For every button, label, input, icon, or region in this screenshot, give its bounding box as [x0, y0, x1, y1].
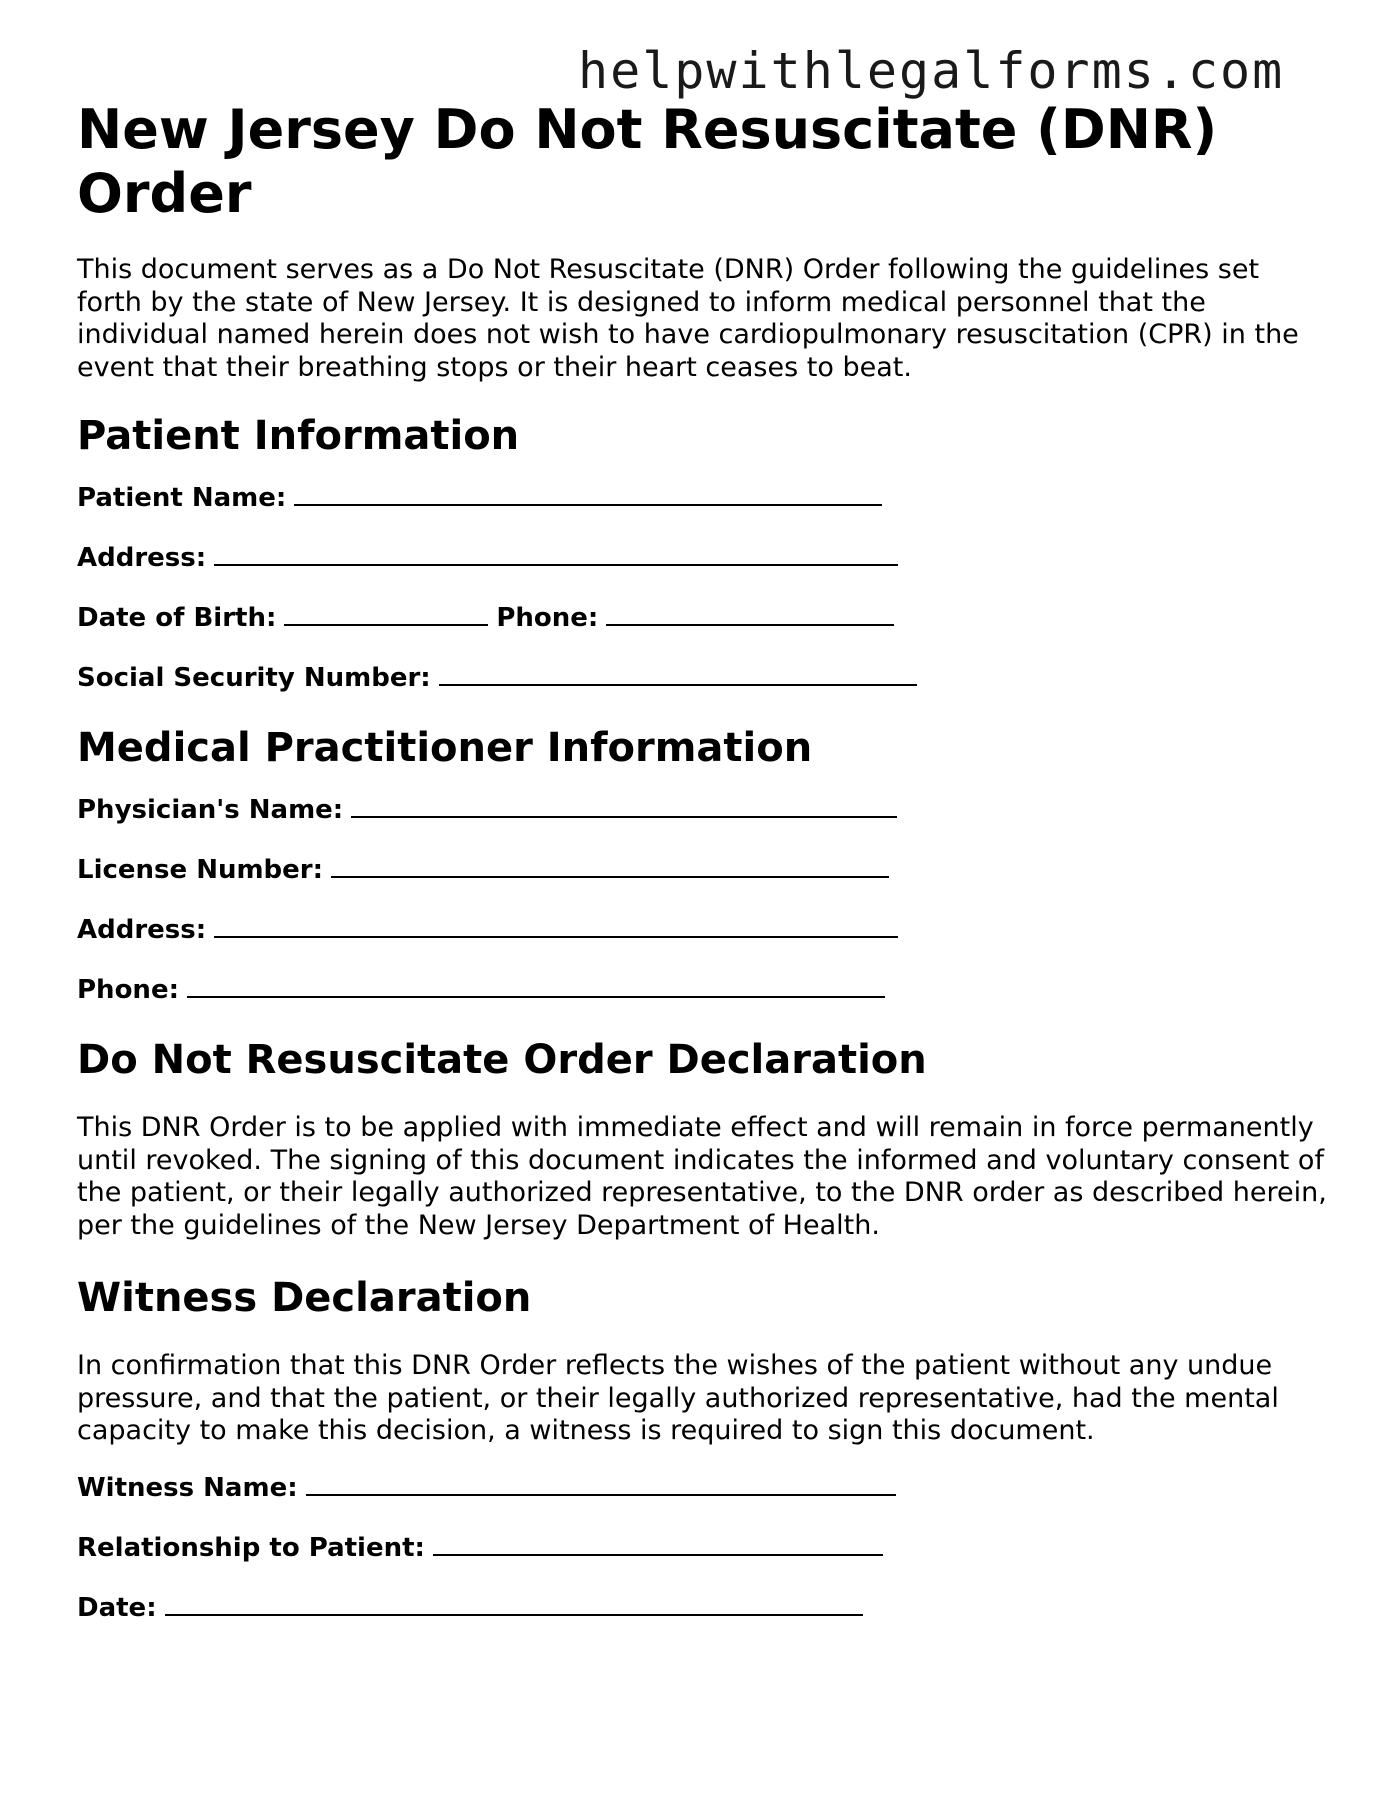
witness-date-row [77, 1590, 1317, 1626]
patient-dob-phone-row [77, 600, 1317, 636]
patient-ssn-label: Social Security Number: [77, 663, 431, 693]
witness-relationship-label: Relationship to Patient: [77, 1532, 425, 1563]
practitioner-fields [77, 792, 1317, 1008]
physician-name-label: Physician's Name: [77, 795, 344, 825]
practitioner-address-row [77, 912, 1317, 948]
witness-name-row [77, 1470, 1317, 1506]
witness-section-heading: Witness Declaration [77, 1275, 532, 1321]
license-number-label: License Number: [77, 855, 324, 885]
practitioner-section-heading: Medical Practitioner Information [77, 725, 813, 771]
witness-paragraph: In confirmation that this DNR Order reflects the wishes of the patient without any undue pressure, and that the patient, or their legally authorized representative, had the mental capacity to make this decision, a witness is required to sign this document. [77, 1350, 1279, 1446]
page-title: New Jersey Do Not Resuscitate (DNR) Order [77, 98, 1218, 225]
watermark: helpwithlegalforms.com [578, 42, 1285, 100]
declaration-paragraph: This DNR Order is to be applied with immediate effect and will remain in force permanently until revoked. The signing of this document indicates the informed and voluntary consent of the patient, or their legally authorized representative, to the DNR order as described herein, per the guidelines of the New Jersey Department of Health. [77, 1112, 1327, 1241]
patient-name-label: Patient Name: [77, 483, 287, 513]
license-number-row [77, 852, 1317, 888]
practitioner-phone-label: Phone: [77, 975, 179, 1005]
witness-date-label: Date: [77, 1592, 157, 1623]
patient-ssn-row [77, 660, 1317, 696]
witness-relationship-row [77, 1530, 1317, 1566]
witness-fields [77, 1470, 1317, 1626]
practitioner-phone-row [77, 972, 1317, 1008]
patient-name-row [77, 480, 1317, 516]
physician-name-field[interactable] [351, 814, 897, 818]
physician-name-row [77, 792, 1317, 828]
patient-fields [77, 480, 1317, 696]
witness-date-field[interactable] [165, 1612, 863, 1616]
patient-address-row [77, 540, 1317, 576]
practitioner-phone-field[interactable] [187, 994, 885, 998]
patient-phone-label: Phone: [496, 603, 599, 633]
patient-ssn-field[interactable] [439, 682, 917, 686]
intro-paragraph: This document serves as a Do Not Resuscitate (DNR) Order following the guidelines set forth by the state of New Jersey. It is designed to inform medical personnel that the individual named herein does not wish to have cardiopulmonary resuscitation (CPR) in the event that their breathing stops or their heart ceases to beat. [77, 254, 1299, 383]
license-number-field[interactable] [331, 874, 889, 878]
patient-dob-label: Date of Birth: [77, 603, 277, 633]
patient-dob-field[interactable] [284, 622, 488, 626]
patient-name-field[interactable] [294, 502, 882, 506]
witness-name-label: Witness Name: [77, 1472, 298, 1503]
patient-address-label: Address: [77, 543, 207, 573]
patient-phone-field[interactable] [606, 622, 894, 626]
patient-address-field[interactable] [214, 562, 898, 566]
document-body [77, 98, 1327, 1626]
declaration-section-heading: Do Not Resuscitate Order Declaration [77, 1037, 927, 1083]
witness-name-field[interactable] [306, 1492, 896, 1496]
witness-relationship-field[interactable] [433, 1552, 883, 1556]
practitioner-address-field[interactable] [214, 934, 898, 938]
patient-section-heading: Patient Information [77, 413, 520, 459]
practitioner-address-label: Address: [77, 915, 207, 945]
